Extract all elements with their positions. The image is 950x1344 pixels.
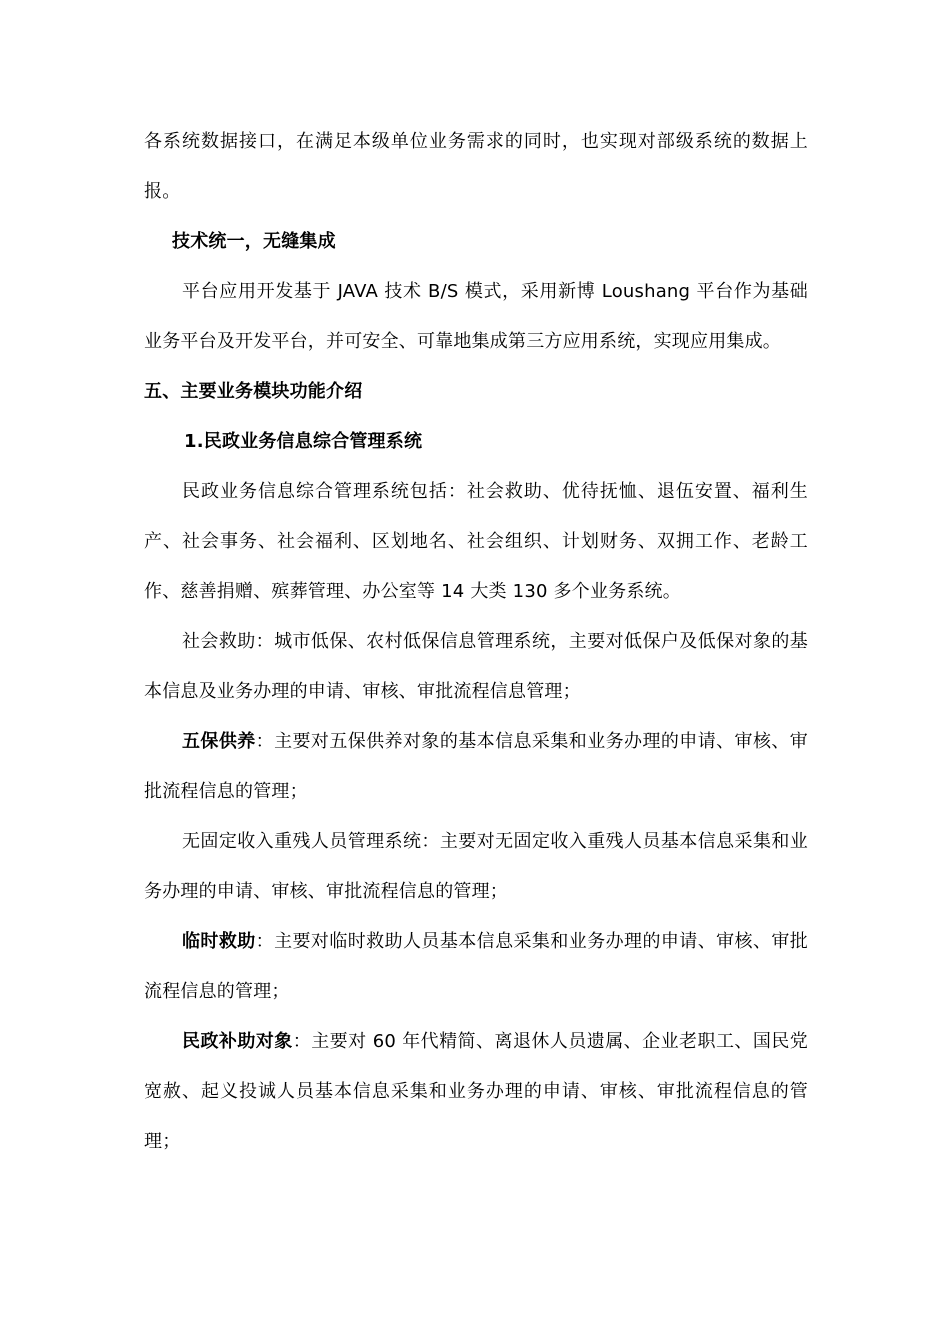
text-temporary-aid: ：主要对临时救助人员基本信息采集和业务办理的申请、审核、审批流程信息的管理； xyxy=(144,931,808,1002)
text-wubao: ：主要对五保供养对象的基本信息采集和业务办理的申请、审核、审批流程信息的管理； xyxy=(144,731,808,802)
paragraph-social-aid: 社会救助：城市低保、农村低保信息管理系统，主要对低保户及低保对象的基本信息及业务办理的申请、审核、审批流程信息管理； xyxy=(144,631,808,702)
term-temporary-aid: 临时救助 xyxy=(182,931,256,952)
paragraph-system-overview: 民政业务信息综合管理系统包括：社会救助、优待抚恤、退伍安置、福利生产、社会事务、社会福利、区划地名、社会组织、计划财务、双拥工作、老龄工作、慈善捐赠、殡葬管理、办公室等 14 大类 130 多个业务系统。 xyxy=(144,481,808,602)
paragraph-subsidy xyxy=(144,1017,808,1167)
term-subsidy: 民政补助对象 xyxy=(182,1031,293,1052)
text-subsidy: ：主要对 60 年代精简、离退休人员遗属、企业老职工、国民党宽赦、起义投诚人员基本信息采集和业务办理的申请、审核、审批流程信息的管理； xyxy=(144,1031,808,1152)
paragraph-platform-development: 平台应用开发基于 JAVA 技术 B/S 模式，采用新博 Loushang 平台作为基础业务平台及开发平台，并可安全、可靠地集成第三方应用系统，实现应用集成。 xyxy=(144,281,808,352)
heading-tech-unified: 技术统一，无缝集成 xyxy=(172,231,336,252)
document-body xyxy=(144,117,808,1167)
heading-civil-affairs-system: 1.民政业务信息综合管理系统 xyxy=(184,431,423,452)
heading-section-five: 五、主要业务模块功能介绍 xyxy=(144,381,363,402)
paragraph-data-interface: 各系统数据接口，在满足本级单位业务需求的同时，也实现对部级系统的数据上报。 xyxy=(144,131,808,202)
paragraph-disabled-system: 无固定收入重残人员管理系统：主要对无固定收入重残人员基本信息采集和业务办理的申请、审核、审批流程信息的管理； xyxy=(144,831,808,902)
paragraph-temporary-aid xyxy=(144,917,808,1017)
term-wubao: 五保供养 xyxy=(182,731,256,752)
paragraph-wubao xyxy=(144,717,808,817)
